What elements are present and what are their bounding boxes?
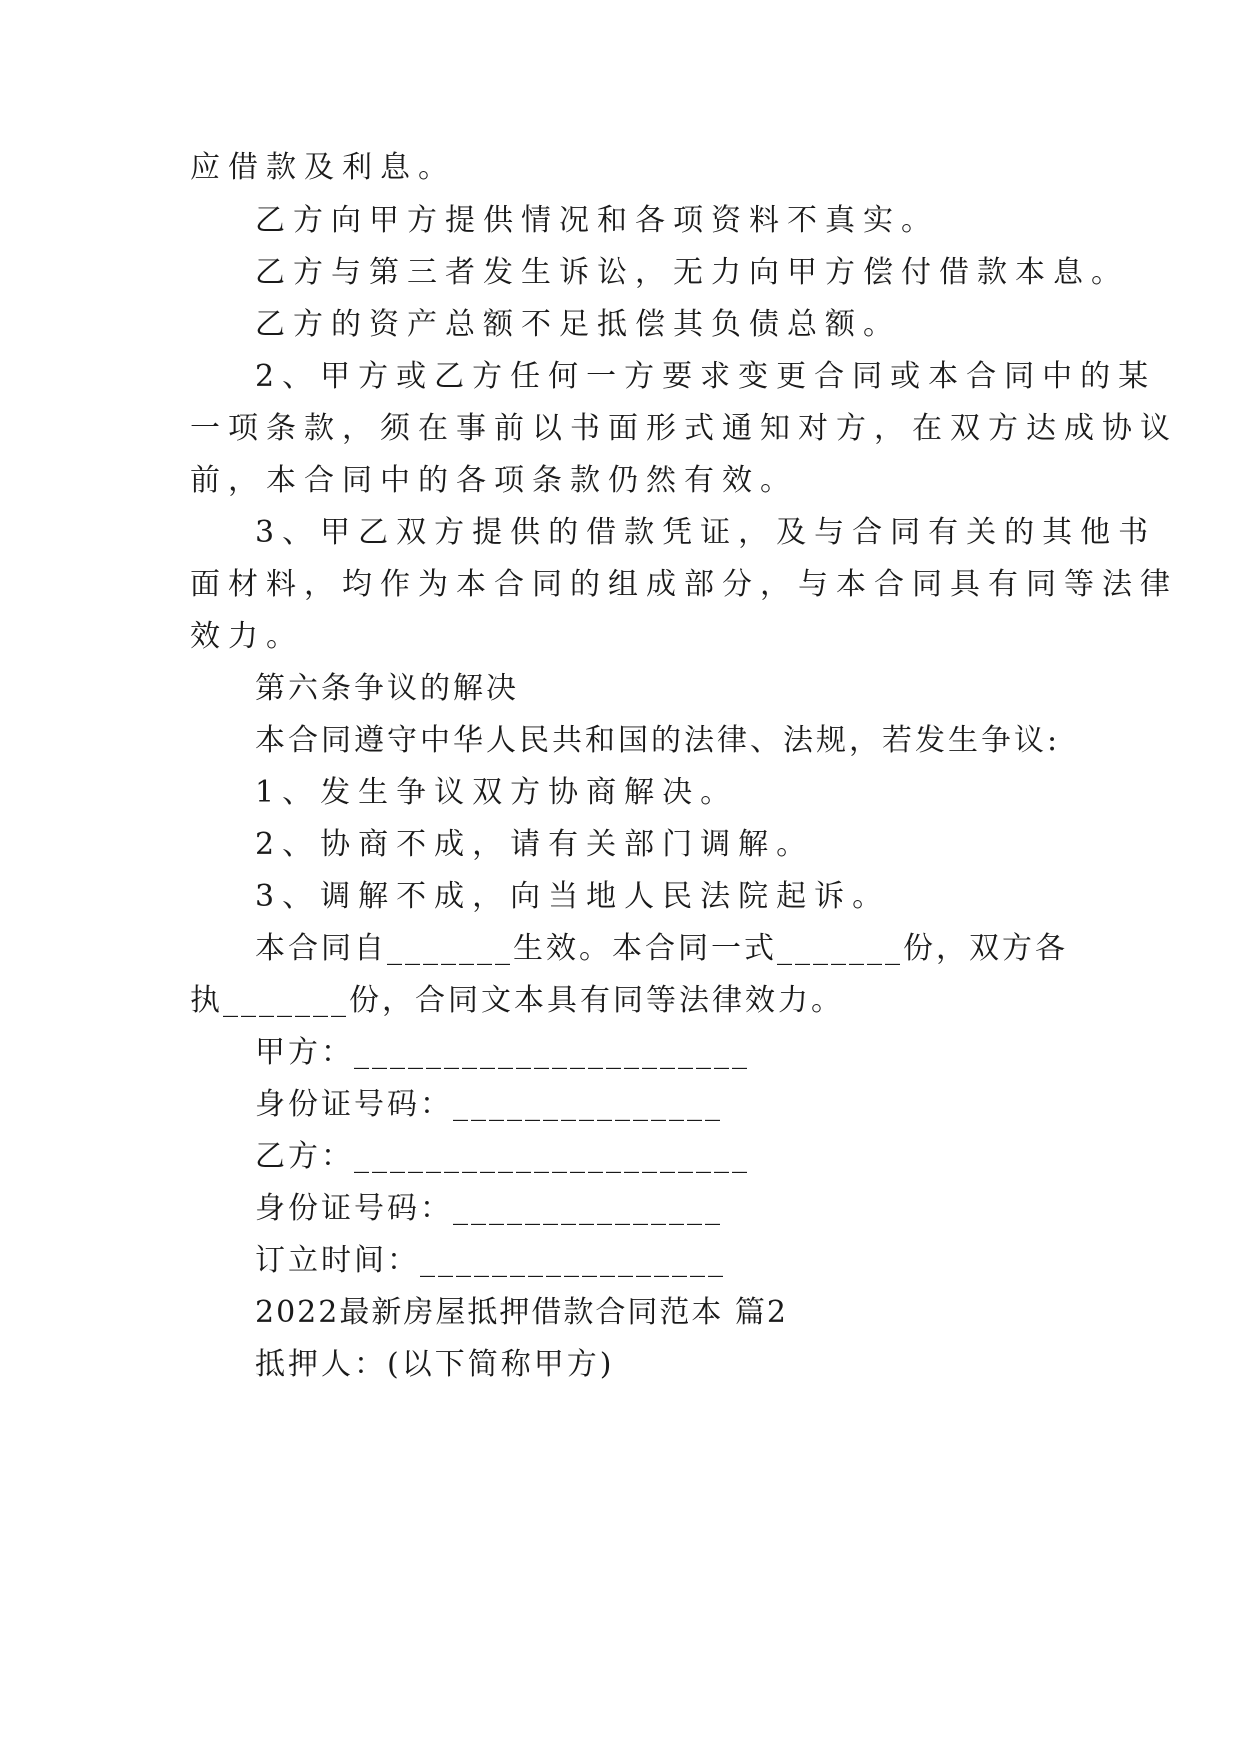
- text-line: 3、甲乙双方提供的借款凭证，及与合同有关的其他书: [255, 515, 1157, 550]
- text-line: 抵押人：(以下简称甲方): [255, 1347, 615, 1382]
- text-line: 2、甲方或乙方任何一方要求变更合同或本合同中的某: [255, 359, 1157, 394]
- text-line: 3、调解不成，向当地人民法院起诉。: [255, 879, 891, 914]
- text-line: 一项条款，须在事前以书面形式通知对方，在双方达成协议: [190, 411, 1178, 446]
- signature-party-b: 乙方：______________________: [255, 1139, 750, 1174]
- text-line: 应借款及利息。: [190, 150, 456, 185]
- text-line: 效力。: [190, 619, 304, 654]
- text-line: 乙方与第三者发生诉讼，无力向甲方偿付借款本息。: [255, 255, 1129, 290]
- section-heading: 第六条争议的解决: [255, 671, 519, 706]
- text-line: 面材料，均作为本合同的组成部分，与本合同具有同等法律: [190, 567, 1178, 602]
- text-line: 乙方向甲方提供情况和各项资料不真实。: [255, 203, 939, 238]
- text-line: 执_______份，合同文本具有同等法律效力。: [190, 983, 844, 1018]
- text-line: 2、协商不成，请有关部门调解。: [255, 827, 815, 862]
- signature-id-a: 身份证号码：_______________: [255, 1087, 723, 1122]
- signature-id-b: 身份证号码：_______________: [255, 1191, 723, 1226]
- signature-party-a: 甲方：______________________: [255, 1035, 750, 1070]
- text-line: 本合同自_______生效。本合同一式_______份，双方各: [255, 931, 1068, 966]
- signature-date: 订立时间：_________________: [255, 1243, 726, 1278]
- text-line: 前，本合同中的各项条款仍然有效。: [190, 463, 798, 498]
- text-line: 1、发生争议双方协商解决。: [255, 775, 739, 810]
- text-line: 乙方的资产总额不足抵偿其负债总额。: [255, 307, 901, 342]
- document-title: 2022最新房屋抵押借款合同范本 篇2: [255, 1295, 788, 1330]
- text-line: 本合同遵守中华人民共和国的法律、法规，若发生争议:: [255, 723, 1061, 758]
